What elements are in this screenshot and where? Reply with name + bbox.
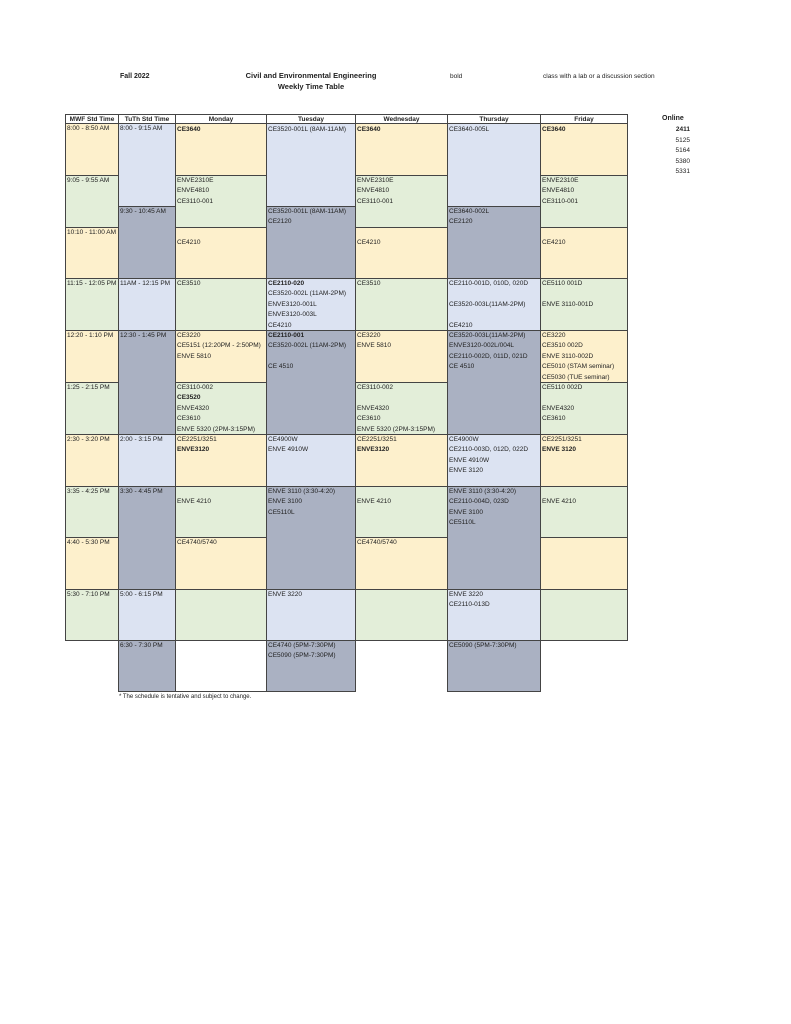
tuesday-slot-8: [268, 641, 336, 662]
course-entry: CE5010 (STAM seminar): [542, 363, 615, 371]
timetable-cell: [118, 486, 176, 590]
wednesday-slot-4: [357, 279, 381, 289]
online-list: [660, 125, 690, 178]
thursday-slot-6: [449, 487, 516, 529]
course-entry: ENVE 3220: [268, 591, 302, 598]
course-entry: CE3220: [542, 332, 566, 339]
course-entry: CE2120: [449, 218, 473, 226]
mwf-time: 12:20 - 1:10 PM: [67, 332, 114, 339]
tuesday-slot-5: [268, 435, 308, 456]
course-entry: CE3110-002: [357, 384, 394, 391]
course-entry: CE2110-013D: [449, 601, 490, 609]
tuth-time: 8:00 - 9:15 AM: [120, 125, 163, 132]
blank-line: [268, 352, 346, 362]
wednesday-slot-7: [357, 435, 397, 456]
wednesday-slot-6: [357, 383, 435, 435]
mwf-time: 9:05 - 9:55 AM: [67, 177, 110, 184]
mwf-time: 11:15 - 12:05 PM: [67, 280, 117, 287]
course-entry: ENVE4810: [542, 187, 575, 195]
course-entry: ENVE 4910W: [268, 446, 309, 454]
blank-line: [542, 393, 582, 403]
course-entry: ENVE 5810: [357, 342, 391, 350]
wednesday-slot-2: [357, 176, 394, 207]
course-entry: CE5030 (TUE seminar): [542, 373, 610, 381]
blank-line: [542, 289, 593, 299]
course-entry: CE3520-003L(11AM-2PM): [449, 300, 526, 308]
course-entry: CE3640-002L: [449, 208, 490, 215]
timetable-cell: [266, 123, 356, 207]
mwf-time: 3:35 - 4:25 PM: [67, 488, 110, 495]
term-label: Fall 2022: [120, 73, 150, 80]
blank-line: [542, 487, 576, 497]
course-entry: ENVE 5320 (2PM-3:15PM): [177, 425, 256, 433]
course-entry: ENVE 3110-002D: [542, 352, 594, 360]
course-entry: CE3640-005L: [449, 126, 490, 133]
page-title: [211, 70, 411, 92]
course-entry: CE5110 001D: [542, 280, 583, 287]
wednesday-slot-8: [357, 487, 391, 508]
timetable-grid: [65, 114, 628, 692]
course-entry: CE5110 002D: [542, 384, 583, 391]
course-entry: CE4740/5740: [177, 539, 217, 546]
course-entry: CE3520-002L (11AM-2PM): [268, 342, 347, 350]
col-header-friday: Friday: [574, 116, 594, 123]
course-entry: CE2110-020: [268, 280, 305, 287]
course-entry: CE2251/3251: [542, 436, 582, 443]
wednesday-slot-3: [357, 228, 381, 249]
tuth-time: 11AM - 12:15 PM: [120, 280, 171, 287]
tuesday-slot-4: [268, 331, 346, 373]
online-course: 5125: [675, 136, 690, 144]
col-header-mwf: MWF Std Time: [69, 116, 115, 123]
monday-slot-7: [177, 435, 217, 456]
course-entry: CE4210: [449, 321, 473, 329]
course-entry: ENVE 4210: [177, 498, 211, 506]
course-entry: ENVE 3100: [268, 498, 302, 506]
tuesday-slot-7: [268, 590, 302, 600]
course-entry: CE3110-001: [177, 197, 214, 205]
tuth-time: 2:00 - 3:15 PM: [120, 436, 163, 443]
friday-slot-3: [542, 228, 566, 249]
course-entry: CE4900W: [449, 436, 479, 443]
course-entry: ENVE4320: [357, 404, 390, 412]
course-entry: CE3110-001: [542, 197, 579, 205]
course-entry: CE4210: [542, 239, 566, 247]
friday-slot-1: [542, 125, 566, 135]
course-entry: CE3220: [357, 332, 381, 339]
monday-slot-3: [177, 228, 201, 249]
blank-line: [177, 487, 211, 497]
mwf-time: 4:40 - 5:30 PM: [67, 539, 110, 546]
legend-bold: bold: [450, 73, 463, 80]
tuth-time: 5:00 - 6:15 PM: [120, 591, 163, 598]
col-header-thursday: Thursday: [479, 116, 509, 123]
course-entry: CE3510: [357, 280, 381, 287]
blank-line: [177, 228, 201, 238]
online-course: 5164: [675, 147, 690, 155]
course-entry: CE 4510: [449, 363, 475, 371]
timetable-cell: [355, 589, 448, 641]
mwf-time: 1:25 - 2:15 PM: [67, 384, 110, 391]
monday-slot-8: [177, 487, 211, 508]
online-course: 5331: [675, 168, 690, 176]
monday-slot-5: [177, 331, 261, 362]
friday-slot-8: [542, 487, 576, 508]
course-entry: ENVE3120-002L/004L: [449, 342, 515, 350]
course-entry: CE4740 (5PM-7:30PM): [268, 642, 336, 649]
blank-line: [542, 228, 566, 238]
friday-slot-4: [542, 279, 593, 310]
friday-slot-5: [542, 331, 614, 383]
course-entry: ENVE4810: [177, 187, 210, 195]
course-entry: ENVE 3110-001D: [542, 300, 594, 308]
course-entry: CE2110-003D, 012D, 022D: [449, 446, 529, 454]
blank-line: [449, 310, 528, 320]
course-entry: CE5090 (5PM-7:30PM): [449, 642, 517, 649]
course-entry: CE3610: [542, 415, 566, 423]
online-course: 2411: [675, 126, 690, 133]
course-entry: ENVE 3100: [449, 508, 483, 516]
course-entry: CE3520-001L (8AM-11AM): [268, 208, 347, 215]
course-entry: ENVE 3110 (3:30-4:20): [268, 488, 336, 495]
course-entry: ENVE 4910W: [449, 456, 490, 464]
course-entry: ENVE4810: [357, 187, 390, 195]
course-entry: CE3520: [177, 394, 201, 402]
course-entry: CE 4510: [268, 363, 294, 371]
course-entry: ENVE 4210: [542, 498, 576, 506]
timetable-cell: [540, 537, 628, 590]
course-entry: CE2251/3251: [357, 436, 397, 443]
course-entry: CE4210: [357, 239, 381, 247]
course-entry: ENVE2310E: [357, 177, 394, 184]
tuth-time: 12:30 - 1:45 PM: [120, 332, 167, 339]
monday-slot-9: [177, 538, 217, 548]
course-entry: CE4210: [177, 239, 201, 247]
timetable-cell: [447, 123, 541, 207]
blank-line: [357, 393, 435, 403]
blank-line: [449, 289, 528, 299]
footnote: * The schedule is tentative and subject to change.: [119, 694, 252, 700]
course-entry: ENVE3120-003L: [268, 311, 317, 319]
course-entry: CE5110L: [449, 519, 476, 527]
course-entry: CE2110-001D, 010D, 020D: [449, 280, 529, 287]
title-line-1: Civil and Environmental Engineering: [245, 71, 377, 80]
course-entry: ENVE3120-001L: [268, 300, 317, 308]
title-line-2: Weekly Time Table: [277, 82, 345, 91]
tuth-time: 3:30 - 4:45 PM: [120, 488, 163, 495]
course-entry: CE4740/5740: [357, 539, 397, 546]
timetable-cell: [118, 330, 176, 435]
thursday-slot-7: [449, 590, 490, 611]
mwf-time: 8:00 - 8:50 AM: [67, 125, 110, 132]
course-entry: CE3610: [177, 415, 201, 423]
course-entry: ENVE4320: [542, 404, 575, 412]
friday-slot-7: [542, 435, 582, 456]
course-entry: CE2120: [268, 218, 292, 226]
course-entry: CE3110-001: [357, 197, 394, 205]
course-entry: CE4210: [268, 321, 292, 329]
course-entry: ENVE4320: [177, 404, 210, 412]
course-entry: CE5151 (12:20PM - 2:50PM): [177, 342, 261, 350]
tuth-time: 9:30 - 10:45 AM: [120, 208, 166, 215]
course-entry: CE3510 002D: [542, 342, 583, 350]
course-entry: CE3640: [177, 126, 201, 133]
course-entry: CE3510: [177, 280, 201, 287]
timetable-cell: [540, 589, 628, 641]
friday-slot-2: [542, 176, 579, 207]
thursday-slot-5: [449, 435, 528, 477]
course-entry: CE3610: [357, 415, 381, 423]
course-entry: ENVE 3120: [449, 467, 483, 475]
course-entry: ENVE 3110 (3:30-4:20): [449, 488, 517, 495]
course-entry: CE3520-003L(11AM-2PM): [449, 332, 526, 339]
legend-description: class with a lab or a discussion section: [543, 73, 655, 80]
course-entry: ENVE3120: [357, 446, 390, 454]
course-entry: CE3520-002L (11AM-2PM): [268, 290, 347, 298]
course-entry: CE4900W: [268, 436, 298, 443]
course-entry: CE3640: [357, 126, 381, 133]
course-entry: CE2110-001: [268, 332, 305, 339]
mwf-time: 5:30 - 7:10 PM: [67, 591, 110, 598]
course-entry: CE2251/3251: [177, 436, 217, 443]
course-entry: ENVE3120: [177, 446, 210, 454]
monday-slot-1: [177, 125, 201, 135]
tuth-time: 6:30 - 7:30 PM: [120, 642, 163, 649]
course-entry: CE5090 (5PM-7:30PM): [268, 652, 336, 660]
course-entry: CE3110-002: [177, 384, 214, 391]
monday-slot-2: [177, 176, 214, 207]
course-entry: CE5110L: [268, 508, 295, 516]
friday-slot-6: [542, 383, 582, 425]
online-course: 5380: [675, 157, 690, 165]
course-entry: ENVE2310E: [177, 177, 214, 184]
timetable-cell: [175, 589, 267, 641]
blank-line: [357, 228, 381, 238]
wednesday-slot-5: [357, 331, 391, 352]
timetable-cell: [118, 206, 176, 279]
course-entry: ENVE2310E: [542, 177, 579, 184]
course-entry: CE3220: [177, 332, 201, 339]
course-entry: CE3640: [542, 126, 566, 133]
online-label: Online: [662, 115, 684, 122]
course-entry: ENVE 5320 (2PM-3:15PM): [357, 425, 436, 433]
col-header-wednesday: Wednesday: [383, 116, 420, 123]
tuesday-slot-3: [268, 279, 346, 331]
blank-line: [357, 487, 391, 497]
course-entry: ENVE 4210: [357, 498, 391, 506]
col-header-tuesday: Tuesday: [298, 116, 324, 123]
course-entry: ENVE 3120: [542, 446, 576, 454]
mwf-time: 2:30 - 3:20 PM: [67, 436, 110, 443]
timetable-cell: [175, 640, 267, 692]
monday-slot-4: [177, 279, 201, 289]
course-entry: ENVE 3220: [449, 591, 483, 598]
thursday-slot-1: [449, 125, 489, 135]
timetable-cell: [118, 123, 176, 207]
thursday-slot-2: [449, 207, 489, 228]
course-entry: ENVE 5810: [177, 352, 211, 360]
col-header-tuth: TuTh Std Time: [124, 116, 170, 123]
course-entry: CE2110-004D, 023D: [449, 498, 509, 506]
wednesday-slot-9: [357, 538, 397, 548]
wednesday-slot-1: [357, 125, 381, 135]
thursday-slot-4: [449, 331, 528, 373]
tuesday-slot-2: [268, 207, 346, 228]
col-header-monday: Monday: [208, 116, 234, 123]
monday-slot-6: [177, 383, 255, 435]
thursday-slot-8: [449, 641, 517, 651]
mwf-time: 10:10 - 11:00 AM: [67, 229, 117, 236]
course-entry: CE2110-002D, 011D, 021D: [449, 352, 528, 360]
tuesday-slot-6: [268, 487, 335, 518]
thursday-slot-3: [449, 279, 528, 331]
tuesday-slot-1: [268, 125, 346, 135]
course-entry: CE3520-001L (8AM-11AM): [268, 126, 347, 133]
